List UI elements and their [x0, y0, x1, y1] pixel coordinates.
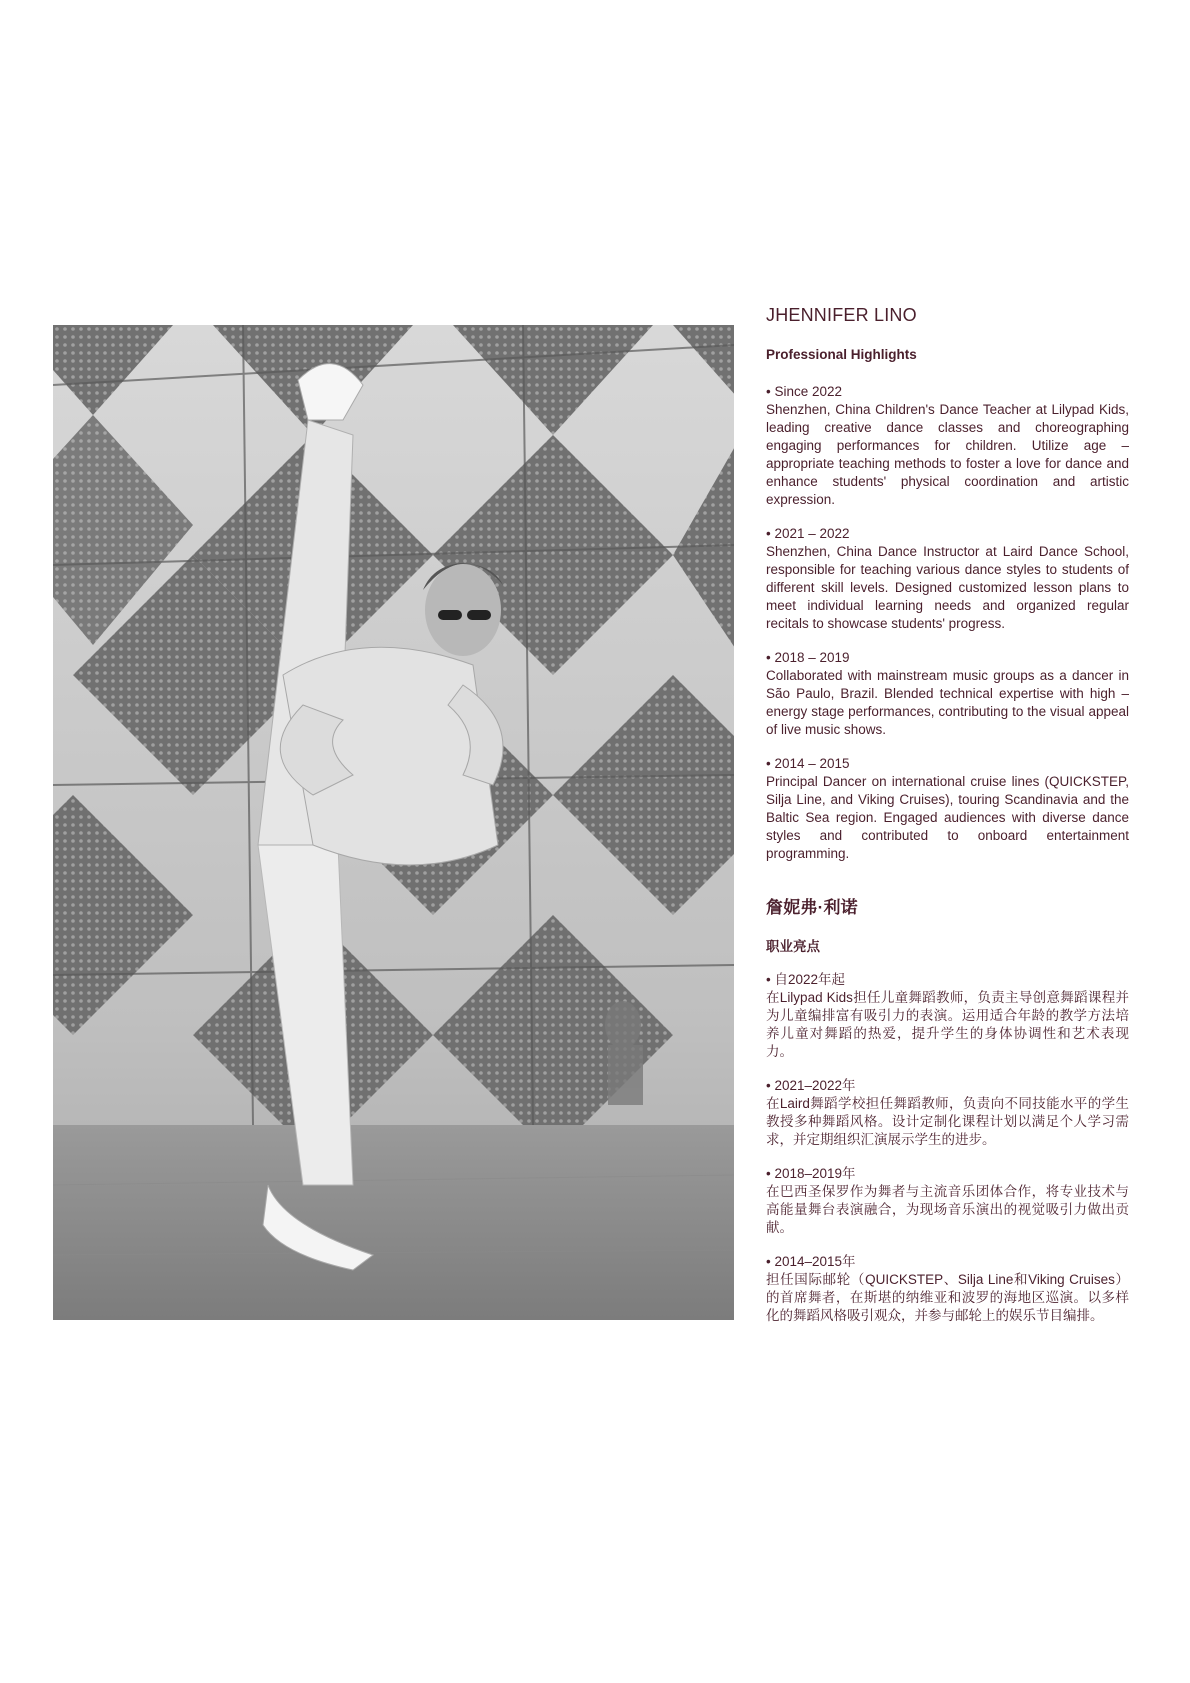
entry-description: 担任国际邮轮（QUICKSTEP、Silja Line和Viking Cruises）的首席舞者，在斯堪的纳维亚和波罗的海地区巡演。以多样化的舞蹈风格吸引观众，并参与邮轮上的娱乐节目编排。 [766, 1272, 1129, 1323]
entry-period: • Since 2022 [766, 384, 843, 399]
entry-period: • 自2022年起 [766, 972, 846, 987]
dancer-high-kick-photo [53, 325, 734, 1320]
photo-illustration [53, 325, 734, 1320]
english-section [766, 305, 1129, 863]
highlight-entry [766, 649, 1129, 739]
highlight-entry [766, 1077, 1129, 1149]
entry-period: • 2021–2022年 [766, 1078, 856, 1093]
entry-period: • 2014 – 2015 [766, 756, 850, 771]
highlight-entry [766, 525, 1129, 633]
entry-description: Principal Dancer on international cruise lines (QUICKSTEP, Silja Line, and Viking Cruises), touring Scandinavia and the Baltic Sea region. Engaged audiences with diverse dance styles and contributed to onboard entertainment programming. [766, 774, 1129, 861]
person-name-zh: 詹妮弗·利诺 [766, 898, 858, 917]
section-title-zh: 职业亮点 [766, 939, 820, 954]
entry-description: 在Laird舞蹈学校担任舞蹈教师，负责向不同技能水平的学生教授多种舞蹈风格。设计定制化课程计划以满足个人学习需求，并定期组织汇演展示学生的进步。 [766, 1096, 1129, 1147]
highlight-entry [766, 383, 1129, 509]
highlight-entry [766, 971, 1129, 1061]
person-name-en: JHENNIFER LINO [766, 305, 917, 325]
entry-description: Shenzhen, China Children's Dance Teacher at Lilypad Kids, leading creative dance classes and choreographing engaging performances for children. Utilize age – appropriate teaching methods to foster a love for dance and enhance students' physical coordination and artistic expression. [766, 402, 1129, 507]
highlight-entry [766, 1165, 1129, 1237]
highlight-entry [766, 755, 1129, 863]
chinese-section [766, 893, 1129, 1325]
entry-description: 在Lilypad Kids担任儿童舞蹈教师，负责主导创意舞蹈课程并为儿童编排富有吸引力的表演。运用适合年龄的教学方法培养儿童对舞蹈的热爱，提升学生的身体协调性和艺术表现力。 [766, 990, 1129, 1059]
entry-description: 在巴西圣保罗作为舞者与主流音乐团体合作，将专业技术与高能量舞台表演融合，为现场音乐演出的视觉吸引力做出贡献。 [766, 1184, 1129, 1235]
entry-period: • 2018–2019年 [766, 1166, 856, 1181]
resume-text-column [766, 300, 1129, 1325]
entry-description: Shenzhen, China Dance Instructor at Laird Dance School, responsible for teaching various dance styles to students of different skill levels. Designed customized lesson plans to meet individual learning needs and organized regular recitals to showcase students' progress. [766, 544, 1129, 631]
section-title-en: Professional Highlights [766, 347, 917, 362]
entry-period: • 2021 – 2022 [766, 526, 850, 541]
entry-description: Collaborated with mainstream music groups as a dancer in São Paulo, Brazil. Blended technical expertise with high – energy stage performances, contributing to the visual appeal of live music shows. [766, 668, 1129, 737]
highlight-entry [766, 1253, 1129, 1325]
entry-period: • 2018 – 2019 [766, 650, 850, 665]
entry-period: • 2014–2015年 [766, 1254, 856, 1269]
